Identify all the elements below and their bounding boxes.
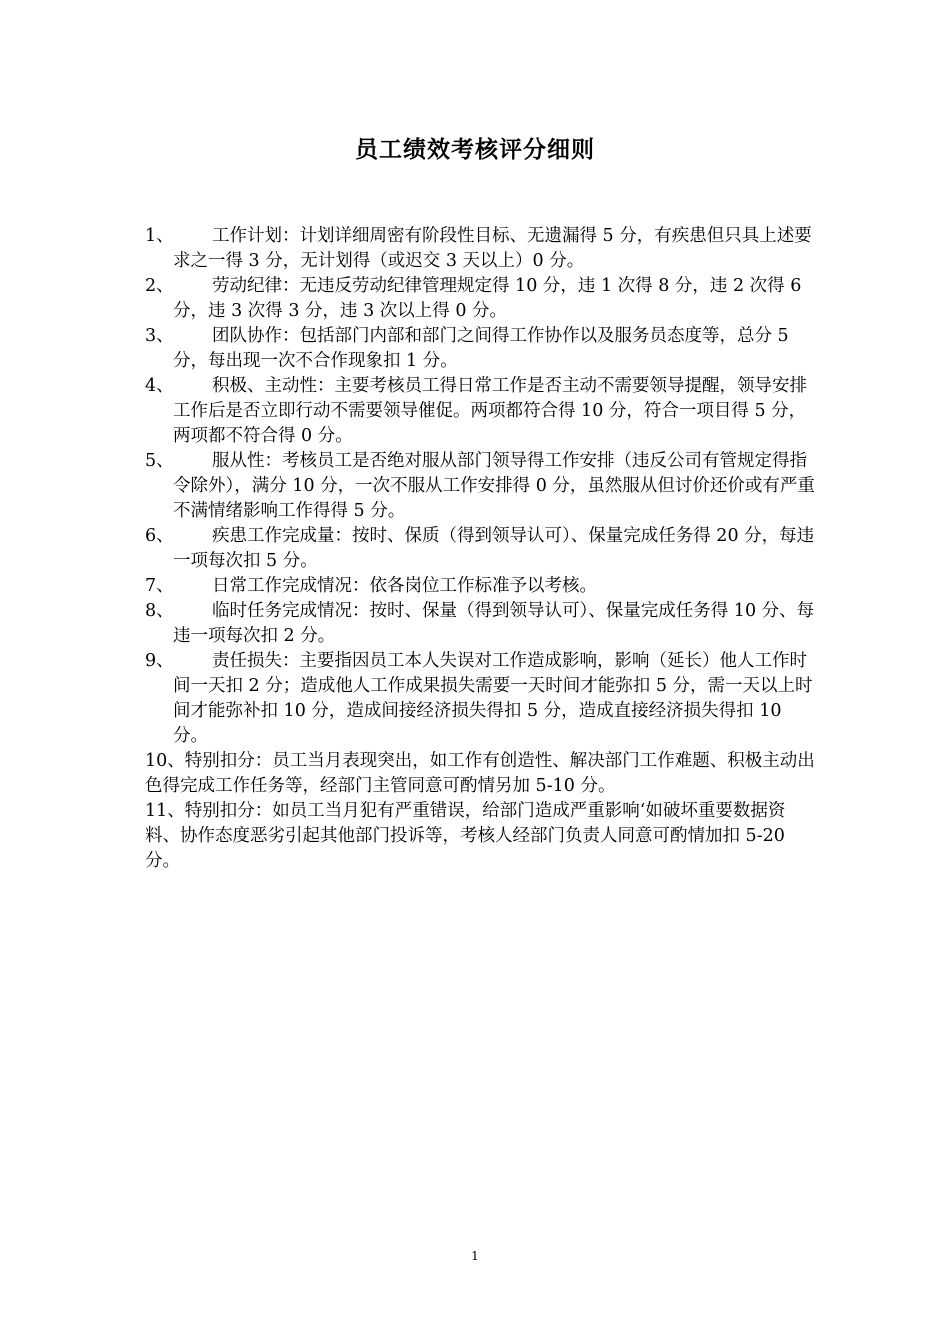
rule-text: 日常工作完成情况：依各岗位工作标准予以考核。 [212,576,597,596]
rule-text: 劳动纪律：无违反劳动纪律管理规定得 10 分，违 1 次得 8 分，违 2 次得 6 分，违 3 次得 3 分，违 3 次以上得 0 分。 [173,276,802,321]
rule-text: 积极、主动性：主要考核员工得日常工作是否主动不需要领导提醒，领导安排工作后是否立即行动不需要领导催促。两项都符合得 10 分，符合一项目得 5 分，两项都不符合得 0 分。 [173,376,807,446]
rule-text: 服从性：考核员工是否绝对服从部门领导得工作安排（违反公司有管规定得指令除外），满分 10 分，一次不服从工作安排得 0 分，虽然服从但讨价还价或有严重不满情绪影响工作得得 5 分。 [173,451,815,521]
rule-number: 10、 [145,751,185,771]
rule-item-4 [145,374,815,449]
rule-number: 7、 [145,576,174,596]
rule-number: 9、 [145,651,174,671]
rule-item-2 [145,274,815,324]
document-title: 员工绩效考核评分细则 [355,136,595,163]
rule-text: 疾患工作完成量：按时、保质（得到领导认可）、保量完成任务得 20 分，每违一项每次扣 5 分。 [173,526,815,571]
rule-number: 2、 [145,276,174,296]
rule-text: 团队协作：包括部门内部和部门之间得工作协作以及服务员态度等，总分 5 分，每出现一次不合作现象扣 1 分。 [173,326,789,371]
rule-item-7 [145,574,815,599]
rules-list [145,224,815,874]
rule-item-3 [145,324,815,374]
rule-number: 4、 [145,376,174,396]
rule-number: 8、 [145,601,174,621]
rule-number: 11、 [145,801,185,821]
rule-number: 3、 [145,326,174,346]
rule-text: 责任损失：主要指因员工本人失误对工作造成影响，影响（延长）他人工作时间一天扣 2 分；造成他人工作成果损失需要一天时间才能弥扣 5 分，需一天以上时间才能弥补扣 10 分，造成间接经济损失得扣 5 分，造成直接经济损失得扣 10 分。 [173,651,813,746]
rule-item-9 [145,649,815,749]
rule-text: 临时任务完成情况：按时、保量（得到领导认可）、保量完成任务得 10 分、每违一项每次扣 2 分。 [173,601,815,646]
rule-item-6 [145,524,815,574]
rule-text: 工作计划：计划详细周密有阶段性目标、无遗漏得 5 分，有疾患但只具上述要求之一得 3 分，无计划得（或迟交 3 天以上）0 分。 [173,226,812,271]
rule-text: 特别扣分：如员工当月犯有严重错误，给部门造成严重影响‘如破坏重要数据资料、协作态度恶劣引起其他部门投诉等，考核人经部门负责人同意可酌情加扣 5-20 分。 [145,801,786,871]
rule-item-11 [145,799,815,874]
page-number: 1 [471,1249,479,1263]
rule-number: 6、 [145,526,174,546]
rule-item-5 [145,449,815,524]
rule-number: 1、 [145,226,174,246]
rule-item-8 [145,599,815,649]
rule-text: 特别扣分：员工当月表现突出，如工作有创造性、解决部门工作难题、积极主动出色得完成工作任务等，经部门主管同意可酌情另加 5-10 分。 [145,751,815,796]
rule-number: 5、 [145,451,174,471]
rule-item-10 [145,749,815,799]
rule-item-1 [145,224,815,274]
